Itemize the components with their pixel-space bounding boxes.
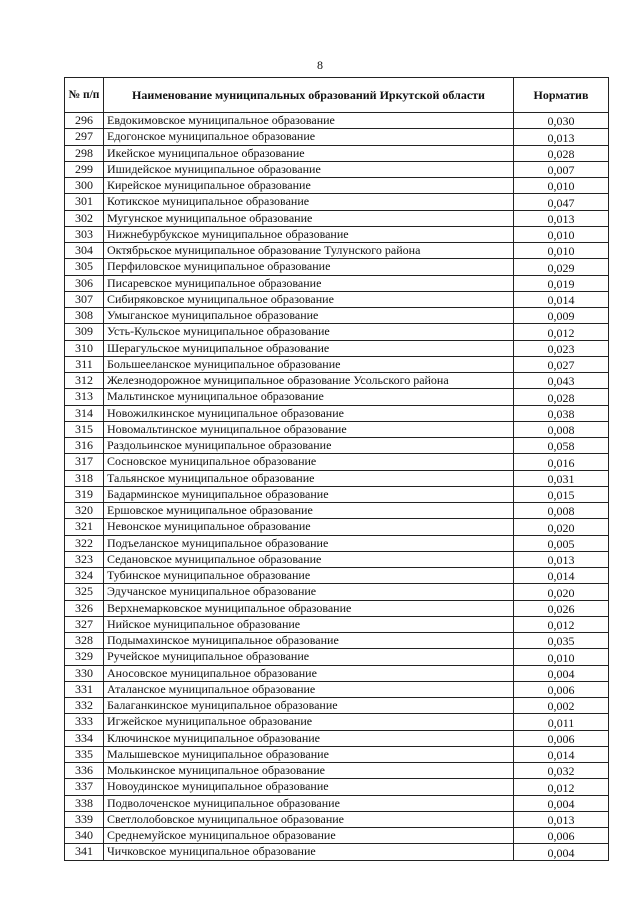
row-number: 337 — [65, 779, 104, 795]
row-value: 0,010 — [514, 649, 609, 665]
row-number: 336 — [65, 763, 104, 779]
row-name: Аталанское муниципальное образование — [104, 681, 514, 697]
row-name: Новоудинское муниципальное образование — [104, 779, 514, 795]
row-value: 0,012 — [514, 779, 609, 795]
row-value: 0,002 — [514, 698, 609, 714]
row-number: 311 — [65, 356, 104, 372]
table-row — [65, 291, 609, 307]
row-number: 340 — [65, 828, 104, 844]
row-number: 312 — [65, 373, 104, 389]
row-name: Подъеланское муниципальное образование — [104, 535, 514, 551]
row-name: Сосновское муниципальное образование — [104, 454, 514, 470]
row-name: Евдокимовское муниципальное образование — [104, 113, 514, 129]
row-number: 297 — [65, 129, 104, 145]
table-row — [65, 226, 609, 242]
table-row — [65, 259, 609, 275]
row-name: Кирейское муниципальное образование — [104, 178, 514, 194]
table-row — [65, 698, 609, 714]
row-value: 0,019 — [514, 275, 609, 291]
row-value: 0,005 — [514, 535, 609, 551]
table-row — [65, 194, 609, 210]
row-name: Котикское муниципальное образование — [104, 194, 514, 210]
row-number: 321 — [65, 519, 104, 535]
normative-table — [64, 77, 609, 861]
table-row — [65, 308, 609, 324]
row-number: 331 — [65, 681, 104, 697]
page-number: 8 — [317, 58, 323, 72]
row-value: 0,043 — [514, 373, 609, 389]
row-value: 0,006 — [514, 730, 609, 746]
table-row — [65, 535, 609, 551]
row-value: 0,031 — [514, 470, 609, 486]
table-row — [65, 763, 609, 779]
row-value: 0,013 — [514, 129, 609, 145]
row-number: 314 — [65, 405, 104, 421]
table-row — [65, 275, 609, 291]
row-value: 0,004 — [514, 665, 609, 681]
table-row — [65, 779, 609, 795]
row-value: 0,027 — [514, 356, 609, 372]
row-name: Перфиловское муниципальное образование — [104, 259, 514, 275]
row-value: 0,015 — [514, 486, 609, 502]
table-row — [65, 421, 609, 437]
row-name: Тальянское муниципальное образование — [104, 470, 514, 486]
table-row — [65, 649, 609, 665]
row-name: Нийское муниципальное образование — [104, 616, 514, 632]
table-row — [65, 389, 609, 405]
row-name: Новомальтинское муниципальное образование — [104, 421, 514, 437]
row-name: Бадарминское муниципальное образование — [104, 486, 514, 502]
table-row — [65, 324, 609, 340]
row-value: 0,028 — [514, 389, 609, 405]
row-number: 317 — [65, 454, 104, 470]
row-value: 0,011 — [514, 714, 609, 730]
row-name: Седановское муниципальное образование — [104, 551, 514, 567]
row-number: 334 — [65, 730, 104, 746]
table-row — [65, 405, 609, 421]
row-value: 0,007 — [514, 161, 609, 177]
row-name: Чичковское муниципальное образование — [104, 844, 514, 860]
row-name: Новожилкинское муниципальное образование — [104, 405, 514, 421]
row-value: 0,010 — [514, 178, 609, 194]
row-number: 299 — [65, 161, 104, 177]
row-number: 305 — [65, 259, 104, 275]
row-name: Едогонское муниципальное образование — [104, 129, 514, 145]
row-value: 0,014 — [514, 746, 609, 762]
row-number: 307 — [65, 291, 104, 307]
row-value: 0,028 — [514, 145, 609, 161]
table-row — [65, 210, 609, 226]
table-row — [65, 844, 609, 860]
table-row — [65, 373, 609, 389]
table-row — [65, 178, 609, 194]
row-name: Малышевское муниципальное образование — [104, 746, 514, 762]
row-value: 0,020 — [514, 519, 609, 535]
row-value: 0,020 — [514, 584, 609, 600]
row-name: Светлолобовское муниципальное образование — [104, 811, 514, 827]
row-name: Железнодорожное муниципальное образование Усольского района — [104, 373, 514, 389]
row-value: 0,026 — [514, 600, 609, 616]
row-number: 313 — [65, 389, 104, 405]
row-name: Писаревское муниципальное образование — [104, 275, 514, 291]
table-row — [65, 633, 609, 649]
table-row — [65, 519, 609, 535]
row-number: 296 — [65, 113, 104, 129]
row-name: Тубинское муниципальное образование — [104, 568, 514, 584]
table-row — [65, 584, 609, 600]
table-header-row — [65, 78, 609, 113]
table-row — [65, 356, 609, 372]
table-row — [65, 145, 609, 161]
table-row — [65, 568, 609, 584]
row-value: 0,012 — [514, 616, 609, 632]
row-number: 341 — [65, 844, 104, 860]
row-name: Невонское муниципальное образование — [104, 519, 514, 535]
row-value: 0,013 — [514, 551, 609, 567]
row-value: 0,023 — [514, 340, 609, 356]
row-value: 0,058 — [514, 438, 609, 454]
table-row — [65, 795, 609, 811]
row-value: 0,008 — [514, 421, 609, 437]
row-name: Молькинское муниципальное образование — [104, 763, 514, 779]
row-number: 303 — [65, 226, 104, 242]
row-number: 330 — [65, 665, 104, 681]
row-number: 302 — [65, 210, 104, 226]
row-name: Эдучанское муниципальное образование — [104, 584, 514, 600]
row-number: 339 — [65, 811, 104, 827]
row-name: Умыганское муниципальное образование — [104, 308, 514, 324]
row-name: Ключинское муниципальное образование — [104, 730, 514, 746]
row-name: Ручейское муниципальное образование — [104, 649, 514, 665]
row-value: 0,032 — [514, 763, 609, 779]
row-name: Подымахинское муниципальное образование — [104, 633, 514, 649]
table-row — [65, 438, 609, 454]
row-number: 322 — [65, 535, 104, 551]
row-number: 318 — [65, 470, 104, 486]
row-number: 320 — [65, 503, 104, 519]
row-name: Среднемуйское муниципальное образование — [104, 828, 514, 844]
row-number: 310 — [65, 340, 104, 356]
row-number: 319 — [65, 486, 104, 502]
row-value: 0,029 — [514, 259, 609, 275]
table-row — [65, 113, 609, 129]
row-number: 298 — [65, 145, 104, 161]
row-name: Верхнемарковское муниципальное образование — [104, 600, 514, 616]
table-row — [65, 551, 609, 567]
row-number: 333 — [65, 714, 104, 730]
row-number: 323 — [65, 551, 104, 567]
row-number: 316 — [65, 438, 104, 454]
row-number: 308 — [65, 308, 104, 324]
table-row — [65, 470, 609, 486]
table-row — [65, 600, 609, 616]
row-name: Большееланское муниципальное образование — [104, 356, 514, 372]
row-name: Октябрьское муниципальное образование Тулунского района — [104, 243, 514, 259]
row-number: 315 — [65, 421, 104, 437]
row-value: 0,014 — [514, 568, 609, 584]
row-number: 329 — [65, 649, 104, 665]
table-row — [65, 828, 609, 844]
table-row — [65, 730, 609, 746]
row-number: 309 — [65, 324, 104, 340]
table-row — [65, 746, 609, 762]
row-name: Икейское муниципальное образование — [104, 145, 514, 161]
row-name: Сибиряковское муниципальное образование — [104, 291, 514, 307]
table-row — [65, 503, 609, 519]
row-value: 0,014 — [514, 291, 609, 307]
table-row — [65, 243, 609, 259]
row-name: Ишидейское муниципальное образование — [104, 161, 514, 177]
row-value: 0,006 — [514, 681, 609, 697]
table-row — [65, 714, 609, 730]
row-value: 0,047 — [514, 194, 609, 210]
row-name: Ершовское муниципальное образование — [104, 503, 514, 519]
row-value: 0,008 — [514, 503, 609, 519]
row-number: 327 — [65, 616, 104, 632]
row-number: 332 — [65, 698, 104, 714]
table-row — [65, 811, 609, 827]
table-row — [65, 665, 609, 681]
table-row — [65, 681, 609, 697]
row-number: 328 — [65, 633, 104, 649]
row-number: 335 — [65, 746, 104, 762]
row-name: Игжейское муниципальное образование — [104, 714, 514, 730]
table-row — [65, 616, 609, 632]
row-name: Усть-Кульское муниципальное образование — [104, 324, 514, 340]
row-name: Балаганкинское муниципальное образование — [104, 698, 514, 714]
row-name: Шерагульское муниципальное образование — [104, 340, 514, 356]
table-row — [65, 486, 609, 502]
row-value: 0,016 — [514, 454, 609, 470]
row-name: Раздольинское муниципальное образование — [104, 438, 514, 454]
row-number: 304 — [65, 243, 104, 259]
row-number: 301 — [65, 194, 104, 210]
row-number: 306 — [65, 275, 104, 291]
row-value: 0,030 — [514, 113, 609, 129]
row-number: 324 — [65, 568, 104, 584]
row-value: 0,004 — [514, 844, 609, 860]
row-name: Подволоченское муниципальное образование — [104, 795, 514, 811]
row-value: 0,013 — [514, 811, 609, 827]
header-value: Норматив — [514, 78, 609, 113]
table-row — [65, 340, 609, 356]
row-value: 0,009 — [514, 308, 609, 324]
table-row — [65, 161, 609, 177]
header-name: Наименование муниципальных образований Иркутской области — [104, 78, 514, 113]
row-number: 325 — [65, 584, 104, 600]
header-number: № п/п — [65, 78, 104, 113]
row-value: 0,010 — [514, 243, 609, 259]
row-value: 0,010 — [514, 226, 609, 242]
row-name: Нижнебурбукское муниципальное образование — [104, 226, 514, 242]
row-number: 338 — [65, 795, 104, 811]
row-value: 0,012 — [514, 324, 609, 340]
row-name: Мугунское муниципальное образование — [104, 210, 514, 226]
row-value: 0,006 — [514, 828, 609, 844]
table-body — [65, 113, 609, 861]
row-number: 300 — [65, 178, 104, 194]
row-number: 326 — [65, 600, 104, 616]
row-value: 0,038 — [514, 405, 609, 421]
table-row — [65, 454, 609, 470]
row-name: Мальтинское муниципальное образование — [104, 389, 514, 405]
row-value: 0,035 — [514, 633, 609, 649]
row-name: Аносовское муниципальное образование — [104, 665, 514, 681]
table-row — [65, 129, 609, 145]
row-value: 0,013 — [514, 210, 609, 226]
row-value: 0,004 — [514, 795, 609, 811]
